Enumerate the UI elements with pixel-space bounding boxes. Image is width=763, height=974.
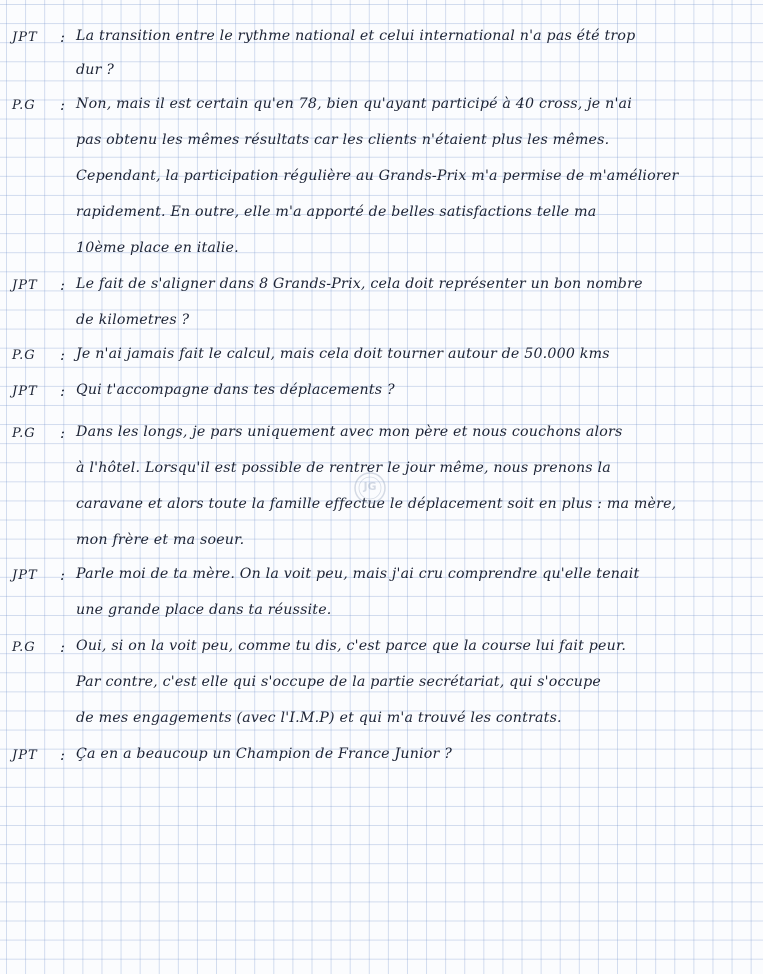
text-line: Parle moi de ta mère. On la voit peu, mais j'ai cru comprendre qu'elle tenait xyxy=(76,566,640,582)
speaker-label: JPT xyxy=(12,30,38,45)
text-line: Ça en a beaucoup un Champion de France Junior ? xyxy=(76,746,453,762)
speaker-label: JPT xyxy=(12,568,38,583)
colon: : xyxy=(60,382,66,400)
colon: : xyxy=(60,28,66,46)
text-line: Oui, si on la voit peu, comme tu dis, c'est parce que la course lui fait peur. xyxy=(76,638,627,654)
text-line: Par contre, c'est elle qui s'occupe de la partie secrétariat, qui s'occupe xyxy=(76,674,602,690)
watermark-text: JG xyxy=(363,480,377,493)
text-line: Qui t'accompagne dans tes déplacements ? xyxy=(76,382,395,398)
text-line: dur ? xyxy=(76,62,115,78)
speaker-label: P.G xyxy=(12,640,36,655)
speaker-label: JPT xyxy=(12,748,38,763)
colon: : xyxy=(60,746,66,764)
text-line: mon frère et ma soeur. xyxy=(76,532,245,548)
text-line: de mes engagements (avec l'I.M.P) et qui m'a trouvé les contrats. xyxy=(76,710,562,726)
text-line: Non, mais il est certain qu'en 78, bien qu'ayant participé à 40 cross, je n'ai xyxy=(76,96,632,112)
colon: : xyxy=(60,638,66,656)
text-line: une grande place dans ta réussite. xyxy=(76,602,332,618)
text-line: Cependant, la participation régulière au Grands-Prix m'a permise de m'améliorer xyxy=(76,168,679,184)
text-line: Le fait de s'aligner dans 8 Grands-Prix, cela doit représenter un bon nombre xyxy=(76,276,643,292)
speaker-label: P.G xyxy=(12,98,36,113)
text-line: de kilometres ? xyxy=(76,312,190,328)
watermark-stamp xyxy=(352,470,388,506)
colon: : xyxy=(60,566,66,584)
text-line: à l'hôtel. Lorsqu'il est possible de rentrer le jour même, nous prenons la xyxy=(76,460,611,476)
speaker-label: JPT xyxy=(12,278,38,293)
colon: : xyxy=(60,276,66,294)
speaker-label: P.G xyxy=(12,426,36,441)
speaker-label: JPT xyxy=(12,384,38,399)
text-line: caravane et alors toute la famille effectue le déplacement soit en plus : ma mère, xyxy=(76,496,677,512)
text-line: Dans les longs, je pars uniquement avec mon père et nous couchons alors xyxy=(76,424,623,440)
colon: : xyxy=(60,96,66,114)
text-line: rapidement. En outre, elle m'a apporté de belles satisfactions telle ma xyxy=(76,204,597,220)
speaker-label: P.G xyxy=(12,348,36,363)
text-line: 10ème place en italie. xyxy=(76,240,239,256)
colon: : xyxy=(60,346,66,364)
text-line: pas obtenu les mêmes résultats car les clients n'étaient plus les mêmes. xyxy=(76,132,610,148)
text-line: La transition entre le rythme national et celui international n'a pas été trop xyxy=(76,28,636,44)
text-line: Je n'ai jamais fait le calcul, mais cela doit tourner autour de 50.000 kms xyxy=(76,346,610,362)
colon: : xyxy=(60,424,66,442)
